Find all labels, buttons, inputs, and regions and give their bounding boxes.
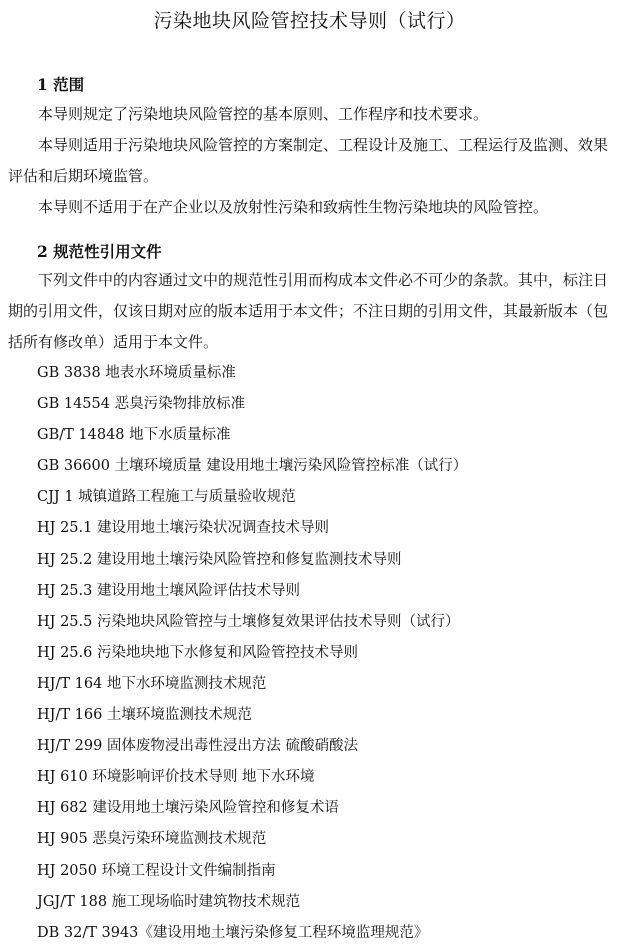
reference-item: GB 14554 恶臭污染物排放标准 — [37, 396, 246, 413]
reference-item: HJ 25.5 污染地块风险管控与土壤修复效果评估技术导则（试行） — [37, 613, 460, 630]
document-title: 污染地块风险管控技术导则（试行） — [153, 10, 466, 32]
reference-item: HJ/T 166 土壤环境监测技术规范 — [37, 707, 252, 724]
reference-item: HJ/T 164 地下水环境监测技术规范 — [37, 675, 267, 692]
reference-item: HJ 682 建设用地土壤污染风险管控和修复术语 — [37, 800, 339, 817]
reference-item: DB 32/T 3943《建设用地土壤污染修复工程环境监理规范》 — [37, 924, 429, 941]
reference-item: HJ 25.3 建设用地土壤风险评估技术导则 — [37, 582, 300, 599]
reference-item: HJ 25.2 建设用地土壤污染风险管控和修复监测技术导则 — [37, 551, 402, 568]
reference-item: HJ 2050 环境工程设计文件编制指南 — [37, 862, 276, 879]
references-intro-paragraph: 下列文件中的内容通过文中的规范性引用而构成本文件必不可少的条款。其中，标注日期的引用文件，仅该日期对应的版本适用于本文件；不注日期的引用文件，其最新版本（包括所有修改单）适用于本文件。 — [8, 271, 609, 351]
reference-item: HJ/T 299 固体废物浸出毒性浸出方法 硫酸硝酸法 — [37, 738, 359, 755]
reference-item: HJ 25.6 污染地块地下水修复和风险管控技术导则 — [37, 644, 358, 661]
reference-item: JGJ/T 188 施工现场临时建筑物技术规范 — [37, 893, 301, 910]
scope-paragraph-2: 本导则适用于污染地块风险管控的方案制定、工程设计及施工、工程运行及监测、效果评估和后期环境监管。 — [8, 136, 609, 185]
reference-item: HJ 610 环境影响评价技术导则 地下水环境 — [37, 769, 315, 786]
scope-paragraph-1: 本导则规定了污染地块风险管控的基本原则、工作程序和技术要求。 — [38, 105, 489, 123]
reference-item: GB/T 14848 地下水质量标准 — [37, 427, 231, 444]
section-heading-normative-references: 2 规范性引用文件 — [37, 242, 162, 261]
reference-item: HJ 25.1 建设用地土壤污染状况调查技术导则 — [37, 520, 329, 537]
scope-paragraph-3: 本导则不适用于在产企业以及放射性污染和致病性生物污染地块的风险管控。 — [38, 198, 549, 216]
reference-item: CJJ 1 城镇道路工程施工与质量验收规范 — [37, 489, 296, 506]
reference-list — [37, 358, 467, 949]
reference-item: GB 3838 地表水环境质量标准 — [37, 365, 236, 381]
reference-item: HJ 905 恶臭污染环境监测技术规范 — [37, 831, 267, 848]
reference-item: GB 36600 土壤环境质量 建设用地土壤污染风险管控标准（试行） — [37, 458, 468, 475]
section-heading-scope: 1 范围 — [37, 75, 85, 94]
